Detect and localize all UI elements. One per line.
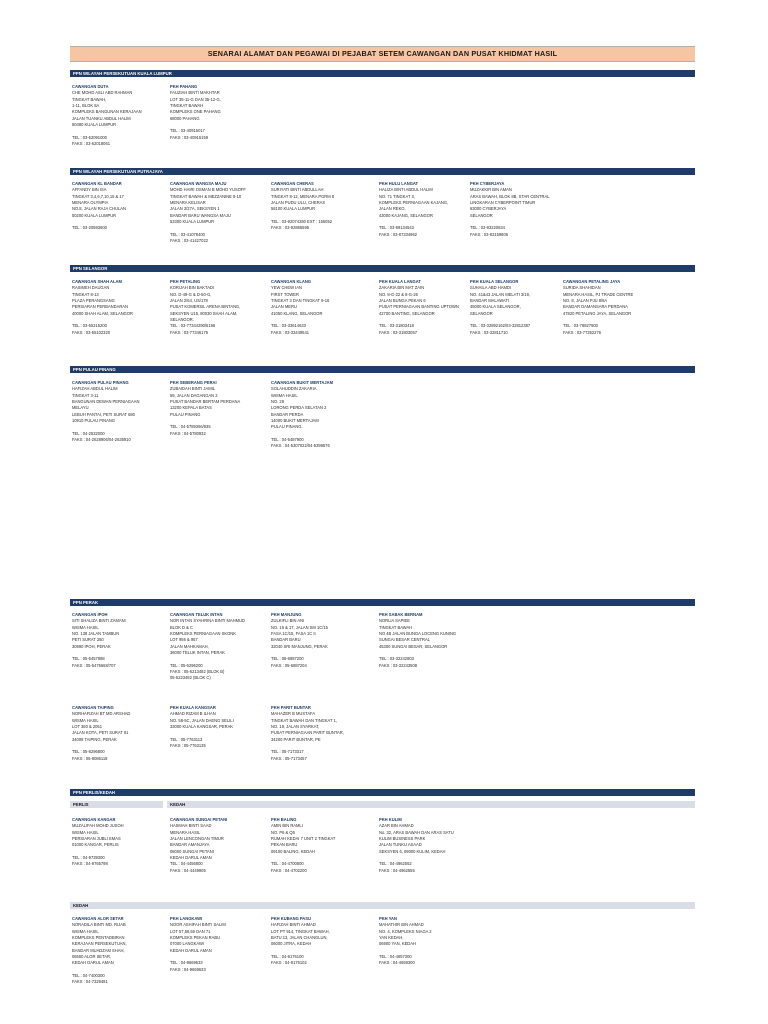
office-block-kuala-kangsar [170, 705, 234, 749]
subsection-kedah: KEDAH [167, 801, 695, 808]
office-name: CAWANGAN KL BANDAR [72, 181, 122, 186]
office-name: PKH KUALA SELANGOR [470, 279, 519, 284]
phone-number: TEL : 04-7400300 [72, 973, 105, 979]
address-line: MENARA KELISAR [170, 200, 206, 206]
office-block-cheras [271, 181, 334, 232]
office-name: PKH PETALING [170, 279, 201, 284]
office-name: PKH KULIM [379, 817, 402, 822]
address-line: SELANGOR. [170, 317, 194, 323]
address-line: LOT 956 & 957 [170, 637, 198, 643]
phone-number: TEL : 04-5789366/935 [170, 424, 211, 430]
phone-number: TEL : 03-20593600 [72, 225, 107, 231]
address-line: KOMPLEKS PERNIAGAAN KAJANG, [379, 200, 449, 206]
office-name: CAWANGAN TELUK INTAN [170, 612, 223, 617]
fax-number: FAKS : 03-32811710 [470, 329, 508, 335]
address-line: ARAS BAWAH, BLOK 8B, STAR CENTRAL [470, 193, 550, 199]
office-block-alor-setar [72, 916, 127, 986]
fax-number: FAKS : 03-62018061 [72, 141, 111, 147]
phone-number: TEL : 03-77344290/5196 [170, 323, 216, 329]
address-line: NO. 71 TINGKAT 3, [379, 193, 415, 199]
office-block-seberang-perai [170, 380, 240, 437]
address-line: NO. 28 [271, 399, 284, 405]
address-line: 33000 KUALA KANGSAR, PERAK [170, 724, 234, 730]
address-line: JALAN 2/64, US/178 [170, 298, 208, 304]
address-line: WISMA HASIL [72, 717, 99, 723]
office-name: PKH PAHANG [170, 84, 198, 89]
address-line: 50200 KUALA LUMPUR [72, 212, 117, 218]
address-line: 34200 PARIT BUNTAR, PE [271, 736, 321, 742]
office-block-pahang [170, 84, 221, 141]
fax-number: FAKS : 04-4962555 [379, 867, 415, 873]
address-line: NO.8, JALAN RAJA CHULAN [72, 206, 126, 212]
address-line: 41050 KLANG, SELANGOR [271, 310, 323, 316]
address-line: NO. 58-5C, JALAN DAENG SELILI [170, 717, 234, 723]
address-line: 40000 SHAH ALAM, SELANGOR [72, 310, 133, 316]
address-line: YAN KEDAH, [379, 935, 404, 941]
office-name: PKH KUBANG PASU [271, 916, 311, 921]
phone-number: TEL : 05-7173317 [271, 749, 304, 755]
address-line: PERSIARAN JUBLI EMAS [72, 836, 121, 842]
address-line: 63000 CYBERJAYA [470, 206, 507, 212]
address-line: LOT 360 & 2051 [72, 724, 102, 730]
office-name: CAWANGAN WANGSA MAJU [170, 181, 227, 186]
fax-number: FAKS : 03-77346175 [170, 329, 209, 335]
office-block-ipoh [72, 612, 126, 669]
office-block-taiping [72, 705, 130, 762]
address-line: 14000 BUKIT MERTAJAM [271, 418, 319, 424]
office-name: PKH BALING [271, 817, 297, 822]
office-block-kuala-selangor [470, 279, 530, 336]
office-name: PKH LANGKAWI [170, 916, 203, 921]
fax-number: FAKS : 03-41427022 [170, 238, 209, 244]
phone-number: TEL : 04-9176100 [271, 954, 304, 960]
fax-number: FAKS : 03-40915159 [170, 134, 209, 140]
address-line: 53300 KUALA LUMPUR [170, 219, 215, 225]
officer-name: HASMAH BINTI SAAD [170, 823, 212, 829]
fax-number: FAKS : 04-4449905 [170, 867, 206, 873]
officer-name: AMIN BIN RAMLI [271, 823, 303, 829]
office-block-manjung [271, 612, 328, 669]
fax-number: FAKS : 04-9765798 [72, 861, 108, 867]
office-block-kangar [72, 817, 124, 868]
section-header-selangor: PPN SELANGOR [70, 265, 695, 272]
phone-number: TEL : 04-9739300 [72, 855, 105, 861]
office-name: CAWANGAN PULAU PINANG [72, 380, 129, 385]
address-line: 43000 KAJANG, SELANGOR [379, 212, 433, 218]
section-header-perak: PPN PERAK [70, 599, 695, 606]
address-line: BANDAR BARU WANGSA MAJU [170, 212, 231, 218]
officer-name: HAFIZAH BINTI AHMAD [271, 922, 316, 928]
phone-number: TEL : 05-8296800 [72, 749, 105, 755]
officer-name: NOR INTAN SYAHRINA BINTI MAHMUD [170, 618, 245, 624]
section-header-putrajaya: PPN WILAYAH PERSEKUTUAN PUTRAJAYA [70, 168, 695, 175]
officer-name: NORLIA SAPIEE [379, 618, 410, 624]
address-line: 30990 IPOH, PERAK [72, 643, 111, 649]
address-line: MENARA OLYMPIA [72, 200, 109, 206]
address-line: 68000 PAHANG [170, 115, 200, 121]
address-line: JALAN KOTA, PETI SURAT 81 [72, 730, 129, 736]
address-line: PUSAT BANDAR BERTAM PERDANA [170, 399, 241, 405]
office-block-petaling [170, 279, 240, 336]
address-line: KOMPLEKS BANGUNAN KERAJAAN [72, 109, 142, 115]
address-line: NO. D-49-G & D-50-G, [170, 291, 212, 297]
address-line: BANDAR PERDA [271, 411, 304, 417]
address-line: PETI SURAT 250 [72, 637, 104, 643]
office-block-duta [72, 84, 142, 147]
office-block-kubang-pasu [271, 916, 330, 967]
office-block-teluk-intan [170, 612, 245, 682]
office-name: CAWANGAN DUTA [72, 84, 109, 89]
officer-name: RASIMEH DAUGAN [72, 285, 110, 291]
address-line: 06900 YAN, KEDAH [379, 941, 416, 947]
address-line: JALAN BUNGA PEKAN 6 [379, 298, 426, 304]
subsection-perlis: PERLIS [70, 801, 163, 808]
phone-number: TEL : 05-5457888 [72, 656, 105, 662]
fax-number: FAKS : 03-32243508 [379, 662, 418, 668]
address-line: KEDAH DARUL AMAN [72, 960, 114, 966]
phone-number: TEL : 04-4657300 [379, 954, 412, 960]
fax-number: FAKS : 04-7329481 [72, 979, 108, 985]
officer-name: SUHAILA ABD HAMDI [470, 285, 511, 291]
address-line: JALAN REKO, [379, 206, 406, 212]
fax-number: FAKS : 04-5780932 [170, 430, 206, 436]
office-block-baling [271, 817, 335, 874]
officer-name: AZAR BIN AHMAD [379, 823, 414, 829]
office-name: CAWANGAN SHAH ALAM [72, 279, 122, 284]
officer-name: AHMAD RIZAM B ILHAN [170, 711, 216, 717]
address-line: 01000 KANGAR, PERLIS [72, 842, 119, 848]
address-line: 08000 SUNGAI PETANI [170, 848, 214, 854]
fax-number: 05-6223482 (BLOK C) [170, 675, 211, 681]
address-line: KULIM BUSINESS PARK [379, 836, 426, 842]
address-line: TINGKAT BAWAH, [72, 96, 107, 102]
address-line: BANDAR MUADZAM SHAH, [72, 947, 125, 953]
office-block-hulu-langat [379, 181, 448, 238]
section-header-kuala-lumpur: PPN WILAYAH PERSEKUTUAN KUALA LUMPUR [70, 70, 695, 77]
officer-name: HAFIZAH ABDUL HALIM [72, 386, 118, 392]
address-line: 45000 KUALA SELANGOR, [470, 304, 521, 310]
office-block-petaling-jaya [563, 279, 633, 336]
address-line: LOT 57,58,59 DAN 71 [170, 928, 211, 934]
officer-name: YEW CHEW IAN [271, 285, 302, 291]
officer-name: CHE MOHD ASLI ABD RAHMAN [72, 90, 133, 96]
section-header-pulau-pinang: PPN PULAU PINANG [70, 366, 695, 373]
office-name: PKH KUALA KANGSAR [170, 705, 216, 710]
address-line: BATU 13, JALAN CHANGLUN, [271, 935, 328, 941]
address-line: WISMA HASIL [271, 392, 298, 398]
address-line: 10910 PULAU PINANG [72, 418, 116, 424]
address-line: NO. 8, JALAN PJU 8/8A [563, 298, 608, 304]
address-line: MELAYU [72, 405, 89, 411]
address-line: LOT PT 914, TINGKAT BAWAH, [271, 928, 330, 934]
officer-name: ZAKARIA BIN MAT ZAIN [379, 285, 425, 291]
address-line: SEKSYEN 6, 09000 KULIM, KEDAH [379, 848, 446, 854]
address-line: MENARA HASIL [170, 829, 201, 835]
phone-number: TEL : 03-83220634 [470, 225, 505, 231]
address-line: TINGKAT BAWAH DAN TINGKAT 1, [271, 717, 337, 723]
address-line: NO. 8-G-22 & 8-G-26 [379, 291, 418, 297]
address-line: LOT 35-11-G DAN 35-12-G, [170, 96, 221, 102]
phone-number: TEL : 04-5487900 [271, 437, 304, 443]
fax-number: FAKS : 04-4659300 [379, 960, 415, 966]
officer-name: MOHD HAIRI OSMAN B MOHD YUSOFF [170, 187, 246, 193]
address-line: BLOK D & C [170, 624, 193, 630]
phone-number: TEL : 03-33614633 [271, 323, 306, 329]
fax-number: FAKS : 05-5475668/707 [72, 662, 116, 668]
address-line: PUSAT KOMERSIL ARENA BINTANG, [170, 304, 241, 310]
address-line: BANDAR AMANJAYA [170, 842, 210, 848]
address-line: JALAN PUDU ULU, CHERAS [271, 200, 326, 206]
fax-number: FAKS : 05-6887204 [271, 662, 307, 668]
address-line: PUSAT PERNIAGAAN PARIT BUNTAR, [271, 730, 344, 736]
phone-number: TEL : 03-62091000 [72, 134, 107, 140]
office-name: PKH SEBERANG PERAI [170, 380, 217, 385]
address-line: 06000 JITRA, KEDAH [271, 941, 312, 947]
phone-number: TEL : 05-6296200 [170, 662, 203, 668]
officer-name: NORHAFIZAH BT MD ARSHAD [72, 711, 131, 717]
address-line: TINGKAT 3,4,6,7,10,15 & 17 [72, 193, 124, 199]
address-line: NO. 16 & 17, JALAN SM 1C/15 [271, 624, 328, 630]
address-line: SELANGOR [470, 212, 493, 218]
office-name: PKH SABAK BERNAM [379, 612, 423, 617]
phone-number: TEL : 03-32242803 [379, 656, 414, 662]
fax-number: FAKS : 03-83159806 [470, 231, 509, 237]
address-line: JALAN 3/27A, SEKSYEN 1 [170, 206, 220, 212]
fax-number: FAKS : 05-6213482 (BLOK B) [170, 669, 225, 675]
office-block-kulim [379, 817, 454, 874]
address-line: 06550 ALOR SETAR, [72, 954, 112, 960]
officer-name: SOLAHUDDIN ZAKARIA [271, 386, 317, 392]
fax-number: FAKS : 05-8086118 [72, 755, 108, 761]
address-line: JALAN MAHKAMAH, [170, 643, 209, 649]
phone-number: TEL : 04-2532000 [72, 430, 105, 436]
address-line: PUSAT PERNIAGAAN BANTING UPTOWN [379, 304, 459, 310]
address-line: SUNGAI BESAR CENTRAL [379, 637, 430, 643]
officer-name: SURIYATI BINTI ABDULLAH [271, 187, 324, 193]
address-line: No. 32, ARAS BAWAH DAN ARAS SATU [379, 829, 454, 835]
officer-name: MUZALIFAH MOHD JUSOH [72, 823, 124, 829]
office-block-shah-alam [72, 279, 133, 336]
address-line: BANGUNAN DEWAN PERNIAGAAN [72, 399, 140, 405]
fax-number: FAKS : 04-5307022/04-5399576 [271, 443, 330, 449]
address-line: TINGKAT BAWAH [170, 103, 204, 109]
address-line: KOMPLEKS PEKAN RABU [170, 935, 221, 941]
address-line: PEKAN BARU [271, 842, 298, 848]
address-line: 56100 KUALA LUMPUR [271, 206, 316, 212]
office-block-langkawi [170, 916, 226, 973]
office-name: CAWANGAN IPOH [72, 612, 108, 617]
office-block-yan [379, 916, 432, 967]
address-line: WISMA HASIL [72, 928, 99, 934]
officer-name: NOOR ASHIFAH BINTI SALIM [170, 922, 226, 928]
office-name: PKH PARIT BUNTAR [271, 705, 311, 710]
address-line: NO 4B JALAN BUNGA LOCENG KUNING [379, 631, 457, 637]
address-line: 1-11, BLOK 8A [72, 103, 100, 109]
address-line: FASA 1C/15, FASA 1C II [271, 631, 316, 637]
address-line: 13200 KEPALA BATAS [170, 405, 212, 411]
address-line: WISMA HASIL [72, 829, 99, 835]
address-line: TINGKAT 3 DAN TINGKAT 9-16 [271, 298, 330, 304]
address-line: PERSIARAN PERBANDARAN [72, 304, 128, 310]
address-line: TINGKAT BAWAH [379, 624, 413, 630]
address-line: LEBUH PANTAI, PETI SURAT 680 [72, 411, 135, 417]
phone-number: TEL : 03-78827500 [563, 323, 598, 329]
phone-number: TEL : 03-89134543 [379, 225, 414, 231]
address-line: BANDAR MALAWATI [470, 298, 509, 304]
address-line: TINGKAT BAWAH & MEZZANINE 8-10 [170, 193, 242, 199]
address-line: PLAZA PERANGSANG [72, 298, 115, 304]
office-name: CAWANGAN TAIPING [72, 705, 114, 710]
office-block-kl-bandar [72, 181, 126, 232]
office-name: PKH KUALA LANGAT [379, 279, 421, 284]
office-block-klang [271, 279, 329, 336]
address-line: FIRST TOWER [271, 291, 299, 297]
phone-number: TEL : 03-31803418 [379, 323, 414, 329]
office-name: CAWANGAN BUKIT MERTAJAM [271, 380, 334, 385]
address-line: 07000 LANGKAWI [170, 941, 204, 947]
office-block-cyberjaya [470, 181, 549, 238]
office-block-bukit-mertajam [271, 380, 333, 450]
address-line: NO. 19, JALAN SYARKAT, [271, 724, 320, 730]
office-name: PKH CYBERJAYA [470, 181, 505, 186]
fax-number: FAKS : 03-31803057 [379, 329, 418, 335]
officer-name: AFFANDY BIN ISA [72, 187, 107, 193]
address-line: BANDAR BARU [271, 637, 301, 643]
address-line: KOMPLEKS PENTADBIRAN [72, 935, 125, 941]
office-name: CAWANGAN CHERAS [271, 181, 314, 186]
address-line: TINGKAT 8-12, MENARA PGRM 8 [271, 193, 335, 199]
office-name: PKH YAN [379, 916, 397, 921]
address-line: JALAN LENCONGAN TIMUR [170, 836, 224, 842]
address-line: KERAJAAN PERSEKUTUAN, [72, 941, 127, 947]
address-line: LINGKARAN CYBERPOINT TIMUR [470, 200, 536, 206]
address-line: NO. 138 JALAN TAMBUN [72, 631, 120, 637]
office-block-wangsa-maju [170, 181, 246, 244]
address-line: KEDAH DARUL AMAN [170, 855, 212, 861]
address-line: NO. P6 & Q5 [271, 829, 295, 835]
officer-name: HALIZA BINTI ABDUL HALIM [379, 187, 433, 193]
fax-number: FAKS : 04-4702200 [271, 867, 307, 873]
section-header-perlis-kedah: PPN PERLIS/KEDAH [70, 789, 695, 796]
officer-name: ZULKIFLI BIN ANI [271, 618, 305, 624]
phone-number: TEL : 04-4700800 [271, 861, 304, 867]
address-line: KOMPLEKS PERNIAGAAN SKONK [170, 631, 236, 637]
address-line: KOMPLEKS ONE PAHANG [170, 109, 221, 115]
office-name: CAWANGAN ALOR SETAR [72, 916, 124, 921]
address-line: PULAU PINANG. [271, 424, 303, 430]
address-line: SELANGOR [470, 310, 493, 316]
phone-number: TEL : 04-9669633 [170, 960, 203, 966]
phone-number: TEL : 04-4962552 [379, 861, 412, 867]
fax-number: FAKS : 04-9669633 [170, 966, 206, 972]
address-line: 32040 SRI MANJUNG, PERAK [271, 643, 328, 649]
officer-name: ZUBAIDAH BINTI JAMIL [170, 386, 216, 392]
subsection-kedah-2: KEDAH [70, 902, 695, 909]
address-line: RUMAH KEDAI 7 UNIT 2 TINGKAT [271, 836, 336, 842]
address-line: NO. 41&43 JALAN MELATI 3/19, [470, 291, 530, 297]
office-block-sabak-bernam [379, 612, 456, 669]
fax-number: FAKS : 03-87334962 [379, 231, 418, 237]
address-line: TINGKAT 8-13 [72, 291, 99, 297]
address-line: JALAN TUNKU ASAAD [379, 842, 422, 848]
office-block-pulau-pinang [72, 380, 139, 443]
address-line: 09100 BALING, KEDAH [271, 848, 315, 854]
fax-number: FAKS : 03-77252276 [563, 329, 602, 335]
address-line: PULAU PINANG [170, 411, 201, 417]
address-line: NO. 4, KOMPLEKS NIAGA 2 [379, 928, 432, 934]
phone-number: TEL : 05-7763113 [170, 736, 203, 742]
address-line: JALAN MERU [271, 304, 297, 310]
officer-name: SITI SHALIZA BINTI ZAMANI [72, 618, 126, 624]
office-block-sungai-petani [170, 817, 227, 874]
fax-number: FAKS : 04-9176102 [271, 960, 307, 966]
address-line: 59, JALAN DAGANGAN 2 [170, 392, 218, 398]
address-line: 36000 TELUK INTAN, PERAK [170, 650, 225, 656]
officer-name: FAUZIAH BINTI MAKHTAR [170, 90, 220, 96]
office-name: CAWANGAN KANGAR [72, 817, 116, 822]
address-line: 42700 BANTING, SELANGOR [379, 310, 435, 316]
phone-number: TEL : 03-92074280 EXT : 155052 [271, 219, 332, 225]
office-block-parit-buntar [271, 705, 344, 762]
phone-number: TEL : 04-4456800 [170, 861, 203, 867]
address-line: 50480 KUALA LUMPUR [72, 122, 117, 128]
officer-name: MAHAZER B MUSTAFA [271, 711, 316, 717]
fax-number: FAKS : 05-7763135 [170, 743, 206, 749]
address-line: 34008 TAIPING, PERAK [72, 736, 117, 742]
address-line: WISMA HASIL [72, 624, 99, 630]
phone-number: TEL : 03-32892162/03-32812387 [470, 323, 531, 329]
fax-number: FAKS : 05-7173457 [271, 755, 307, 761]
officer-name: SURIDA SHAHIDAN [563, 285, 601, 291]
address-line: 45300 SUNGAI BESAR, SELANGOR [379, 643, 448, 649]
office-name: PKH HULU LANGAT [379, 181, 419, 186]
office-name: PKH MANJUNG [271, 612, 302, 617]
phone-number: TEL : 03-55215200 [72, 323, 107, 329]
fax-number: FAKS : 03-92866595 [271, 225, 310, 231]
page-title: SENARAI ALAMAT DAN PEGAWAI DI PEJABAT SETEM CAWANGAN DAN PUSAT KHIDMAT HASIL [70, 46, 695, 62]
fax-number: FAKS : 03-33449541 [271, 329, 310, 335]
address-line: JALAN TUANKU ABDUL HALIM [72, 115, 131, 121]
address-line: TINGKAT 3-11 [72, 392, 99, 398]
fax-number: FAKS : 03-55102320 [72, 329, 111, 335]
phone-number: TEL : 03-41078400 [170, 231, 205, 237]
address-line: SEKSYEN U15, 80030 SHAH ALAM, [170, 310, 238, 316]
address-line: MENARA HASIL, PJ TRADE CENTRE [563, 291, 634, 297]
phone-number: TEL : 05-6887200 [271, 656, 304, 662]
officer-name: MAHATHIR BIN AHMAD [379, 922, 424, 928]
officer-name: MUZAKKIR BIN AMAN [470, 187, 512, 193]
office-name: CAWANGAN SUNGAI PETANI [170, 817, 228, 822]
officer-name: NORADILA BINTI MD. RIJAB [72, 922, 126, 928]
office-name: CAWANGAN KLANG [271, 279, 312, 284]
office-name: CAWANGAN PETALING JAYA [563, 279, 621, 284]
fax-number: FAKS : 04-2628906/04-2635910 [72, 437, 131, 443]
phone-number: TEL : 03-40915017 [170, 128, 205, 134]
address-line: KEDAH DARUL AMAN [170, 947, 212, 953]
address-line: 47820 PETALING JAYA, SELANGOR [563, 310, 632, 316]
officer-name: KORIJAH BIN BAKTADI [170, 285, 215, 291]
office-block-kuala-langat [379, 279, 459, 336]
address-line: BANDAR DAMANSARA PERDANA [563, 304, 628, 310]
address-line: LORONG PERDA SELATAN 2 [271, 405, 327, 411]
